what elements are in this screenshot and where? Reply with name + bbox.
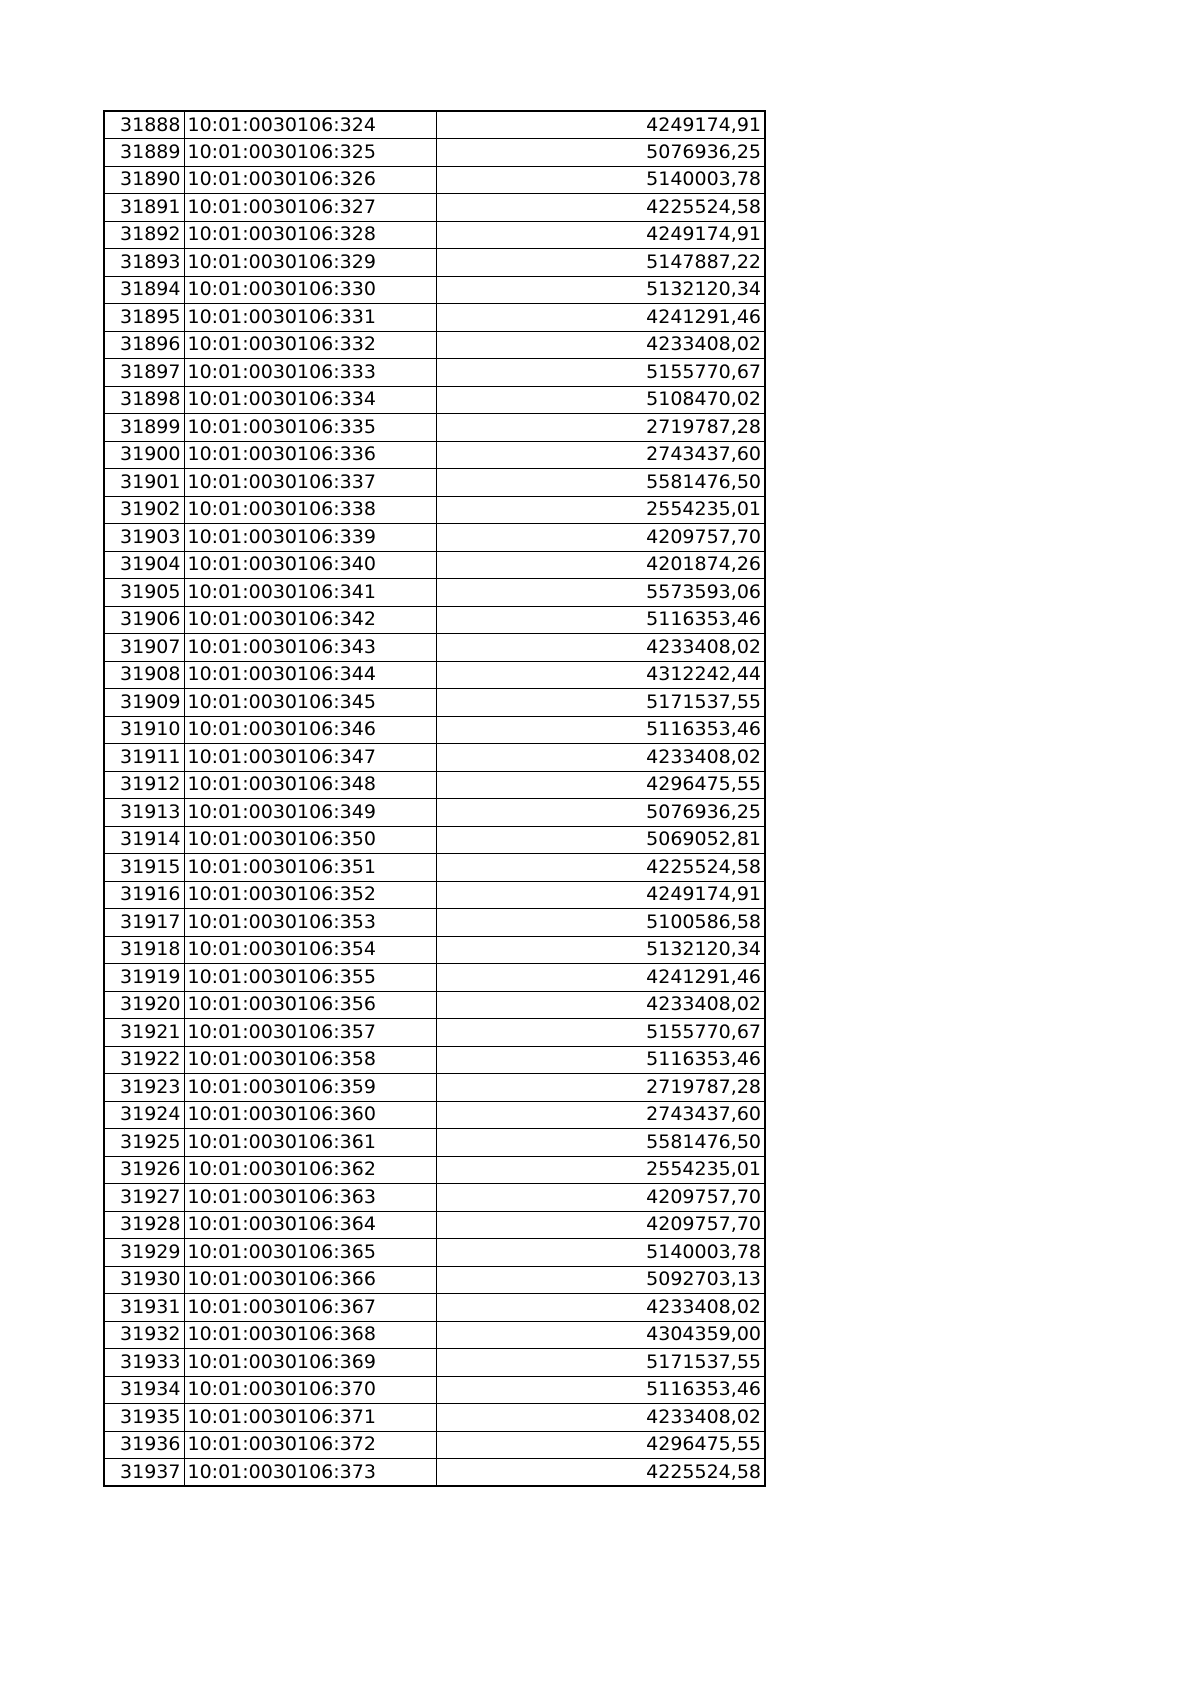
cadastral-number: 10:01:0030106:361 xyxy=(184,1129,436,1157)
cadastral-value: 5132120,34 xyxy=(436,936,765,964)
cadastral-value: 5069052,81 xyxy=(436,826,765,854)
row-number: 31924 xyxy=(104,1101,184,1129)
table-row xyxy=(104,854,765,882)
cadastral-number: 10:01:0030106:362 xyxy=(184,1156,436,1184)
cadastral-value: 2719787,28 xyxy=(436,414,765,442)
cadastral-value: 4233408,02 xyxy=(436,331,765,359)
row-number: 31926 xyxy=(104,1156,184,1184)
cadastral-number: 10:01:0030106:371 xyxy=(184,1404,436,1432)
table-row xyxy=(104,909,765,937)
row-number: 31901 xyxy=(104,469,184,497)
cadastral-value: 4225524,58 xyxy=(436,1459,765,1487)
table-row xyxy=(104,606,765,634)
cadastral-number: 10:01:0030106:335 xyxy=(184,414,436,442)
row-number: 31933 xyxy=(104,1349,184,1377)
row-number: 31900 xyxy=(104,441,184,469)
row-number: 31918 xyxy=(104,936,184,964)
table-row xyxy=(104,1294,765,1322)
table-row xyxy=(104,194,765,222)
table-row xyxy=(104,496,765,524)
cadastral-value: 5116353,46 xyxy=(436,1046,765,1074)
cadastral-value: 5076936,25 xyxy=(436,139,765,167)
row-number: 31888 xyxy=(104,111,184,139)
cadastral-number: 10:01:0030106:328 xyxy=(184,221,436,249)
row-number: 31891 xyxy=(104,194,184,222)
table-row xyxy=(104,1266,765,1294)
cadastral-number: 10:01:0030106:327 xyxy=(184,194,436,222)
table-row xyxy=(104,881,765,909)
table-row xyxy=(104,524,765,552)
row-number: 31919 xyxy=(104,964,184,992)
cadastral-number: 10:01:0030106:330 xyxy=(184,276,436,304)
cadastral-number: 10:01:0030106:372 xyxy=(184,1431,436,1459)
cadastral-number: 10:01:0030106:353 xyxy=(184,909,436,937)
table-row xyxy=(104,634,765,662)
cadastral-value: 2554235,01 xyxy=(436,1156,765,1184)
table-row xyxy=(104,1404,765,1432)
cadastral-number: 10:01:0030106:326 xyxy=(184,166,436,194)
table-row xyxy=(104,826,765,854)
table-row xyxy=(104,1101,765,1129)
table-body xyxy=(104,111,765,1486)
row-number: 31894 xyxy=(104,276,184,304)
row-number: 31937 xyxy=(104,1459,184,1487)
cadastral-number: 10:01:0030106:346 xyxy=(184,716,436,744)
row-number: 31914 xyxy=(104,826,184,854)
cadastral-number: 10:01:0030106:367 xyxy=(184,1294,436,1322)
cadastral-value: 4209757,70 xyxy=(436,524,765,552)
row-number: 31909 xyxy=(104,689,184,717)
cadastral-number: 10:01:0030106:324 xyxy=(184,111,436,139)
row-number: 31927 xyxy=(104,1184,184,1212)
cadastral-number: 10:01:0030106:354 xyxy=(184,936,436,964)
table-row xyxy=(104,1376,765,1404)
cadastral-value: 4304359,00 xyxy=(436,1321,765,1349)
row-number: 31904 xyxy=(104,551,184,579)
cadastral-value: 4241291,46 xyxy=(436,964,765,992)
table-row xyxy=(104,276,765,304)
cadastral-number: 10:01:0030106:352 xyxy=(184,881,436,909)
cadastral-number: 10:01:0030106:350 xyxy=(184,826,436,854)
row-number: 31915 xyxy=(104,854,184,882)
cadastral-number: 10:01:0030106:343 xyxy=(184,634,436,662)
row-number: 31890 xyxy=(104,166,184,194)
cadastral-value: 4209757,70 xyxy=(436,1211,765,1239)
cadastral-number: 10:01:0030106:334 xyxy=(184,386,436,414)
row-number: 31898 xyxy=(104,386,184,414)
cadastral-number: 10:01:0030106:342 xyxy=(184,606,436,634)
row-number: 31906 xyxy=(104,606,184,634)
table-row xyxy=(104,111,765,139)
cadastral-value: 5171537,55 xyxy=(436,689,765,717)
cadastral-number: 10:01:0030106:345 xyxy=(184,689,436,717)
table-row xyxy=(104,964,765,992)
table-row xyxy=(104,221,765,249)
cadastral-number: 10:01:0030106:359 xyxy=(184,1074,436,1102)
cadastral-value: 4249174,91 xyxy=(436,111,765,139)
row-number: 31916 xyxy=(104,881,184,909)
cadastral-number: 10:01:0030106:351 xyxy=(184,854,436,882)
table-row xyxy=(104,414,765,442)
cadastral-value: 4233408,02 xyxy=(436,991,765,1019)
row-number: 31912 xyxy=(104,771,184,799)
cadastral-value: 5140003,78 xyxy=(436,1239,765,1267)
cadastral-number: 10:01:0030106:338 xyxy=(184,496,436,524)
cadastral-value: 5573593,06 xyxy=(436,579,765,607)
row-number: 31911 xyxy=(104,744,184,772)
table-row xyxy=(104,249,765,277)
table-row xyxy=(104,1349,765,1377)
cadastral-value: 4233408,02 xyxy=(436,634,765,662)
cadastral-number: 10:01:0030106:358 xyxy=(184,1046,436,1074)
cadastral-value: 4233408,02 xyxy=(436,1404,765,1432)
table-row xyxy=(104,1046,765,1074)
row-number: 31925 xyxy=(104,1129,184,1157)
table-row xyxy=(104,1239,765,1267)
cadastral-number: 10:01:0030106:347 xyxy=(184,744,436,772)
row-number: 31931 xyxy=(104,1294,184,1322)
cadastral-number: 10:01:0030106:355 xyxy=(184,964,436,992)
row-number: 31905 xyxy=(104,579,184,607)
cadastral-number: 10:01:0030106:369 xyxy=(184,1349,436,1377)
row-number: 31935 xyxy=(104,1404,184,1432)
cadastral-value: 5116353,46 xyxy=(436,716,765,744)
table-row xyxy=(104,579,765,607)
row-number: 31936 xyxy=(104,1431,184,1459)
cadastral-value: 5155770,67 xyxy=(436,359,765,387)
cadastral-value: 4233408,02 xyxy=(436,1294,765,1322)
cadastral-number: 10:01:0030106:348 xyxy=(184,771,436,799)
row-number: 31913 xyxy=(104,799,184,827)
cadastral-value: 5155770,67 xyxy=(436,1019,765,1047)
row-number: 31920 xyxy=(104,991,184,1019)
row-number: 31922 xyxy=(104,1046,184,1074)
cadastral-value: 5140003,78 xyxy=(436,166,765,194)
cadastral-number: 10:01:0030106:339 xyxy=(184,524,436,552)
cadastral-value: 2719787,28 xyxy=(436,1074,765,1102)
table-row xyxy=(104,139,765,167)
row-number: 31934 xyxy=(104,1376,184,1404)
cadastral-value: 4241291,46 xyxy=(436,304,765,332)
table-row xyxy=(104,716,765,744)
cadastral-value: 4249174,91 xyxy=(436,221,765,249)
cadastral-value: 5171537,55 xyxy=(436,1349,765,1377)
cadastral-value: 5092703,13 xyxy=(436,1266,765,1294)
table-row xyxy=(104,799,765,827)
cadastral-value: 4312242,44 xyxy=(436,661,765,689)
cadastral-value: 4296475,55 xyxy=(436,1431,765,1459)
cadastral-number: 10:01:0030106:368 xyxy=(184,1321,436,1349)
cadastral-value: 2554235,01 xyxy=(436,496,765,524)
cadastral-value: 4296475,55 xyxy=(436,771,765,799)
row-number: 31932 xyxy=(104,1321,184,1349)
row-number: 31893 xyxy=(104,249,184,277)
cadastral-number: 10:01:0030106:329 xyxy=(184,249,436,277)
row-number: 31902 xyxy=(104,496,184,524)
table-row xyxy=(104,304,765,332)
cadastral-value: 4225524,58 xyxy=(436,854,765,882)
cadastral-value: 4233408,02 xyxy=(436,744,765,772)
table-row xyxy=(104,1321,765,1349)
cadastral-number: 10:01:0030106:360 xyxy=(184,1101,436,1129)
row-number: 31897 xyxy=(104,359,184,387)
cadastral-number: 10:01:0030106:349 xyxy=(184,799,436,827)
cadastral-number: 10:01:0030106:364 xyxy=(184,1211,436,1239)
row-number: 31910 xyxy=(104,716,184,744)
row-number: 31908 xyxy=(104,661,184,689)
cadastral-value: 5581476,50 xyxy=(436,1129,765,1157)
table-row xyxy=(104,661,765,689)
table-row xyxy=(104,1074,765,1102)
cadastral-number: 10:01:0030106:336 xyxy=(184,441,436,469)
table-row xyxy=(104,1129,765,1157)
table-row xyxy=(104,386,765,414)
cadastral-value: 4249174,91 xyxy=(436,881,765,909)
cadastral-value: 4209757,70 xyxy=(436,1184,765,1212)
table-row xyxy=(104,1156,765,1184)
table-row xyxy=(104,469,765,497)
cadastral-number: 10:01:0030106:331 xyxy=(184,304,436,332)
cadastral-value: 4225524,58 xyxy=(436,194,765,222)
table-row xyxy=(104,359,765,387)
table-row xyxy=(104,1431,765,1459)
table-row xyxy=(104,1019,765,1047)
cadastral-number: 10:01:0030106:357 xyxy=(184,1019,436,1047)
table-row xyxy=(104,991,765,1019)
cadastral-value: 2743437,60 xyxy=(436,1101,765,1129)
row-number: 31907 xyxy=(104,634,184,662)
row-number: 31917 xyxy=(104,909,184,937)
cadastral-number: 10:01:0030106:333 xyxy=(184,359,436,387)
table-row xyxy=(104,689,765,717)
row-number: 31930 xyxy=(104,1266,184,1294)
cadastral-value: 2743437,60 xyxy=(436,441,765,469)
cadastral-number: 10:01:0030106:356 xyxy=(184,991,436,1019)
table-row xyxy=(104,771,765,799)
row-number: 31928 xyxy=(104,1211,184,1239)
row-number: 31929 xyxy=(104,1239,184,1267)
cadastral-value: 5108470,02 xyxy=(436,386,765,414)
cadastral-number: 10:01:0030106:366 xyxy=(184,1266,436,1294)
table-row xyxy=(104,551,765,579)
table-row xyxy=(104,331,765,359)
cadastral-number: 10:01:0030106:337 xyxy=(184,469,436,497)
row-number: 31903 xyxy=(104,524,184,552)
table-row xyxy=(104,1459,765,1487)
cadastral-number: 10:01:0030106:363 xyxy=(184,1184,436,1212)
table-row xyxy=(104,936,765,964)
table-row xyxy=(104,166,765,194)
table-row xyxy=(104,1184,765,1212)
cadastral-number: 10:01:0030106:340 xyxy=(184,551,436,579)
cadastral-number: 10:01:0030106:373 xyxy=(184,1459,436,1487)
cadastral-number: 10:01:0030106:341 xyxy=(184,579,436,607)
cadastral-value: 5076936,25 xyxy=(436,799,765,827)
cadastral-value: 4201874,26 xyxy=(436,551,765,579)
row-number: 31923 xyxy=(104,1074,184,1102)
cadastral-value: 5116353,46 xyxy=(436,1376,765,1404)
row-number: 31921 xyxy=(104,1019,184,1047)
table-row xyxy=(104,441,765,469)
cadastral-number: 10:01:0030106:344 xyxy=(184,661,436,689)
table-row xyxy=(104,744,765,772)
cadastral-number: 10:01:0030106:370 xyxy=(184,1376,436,1404)
data-table xyxy=(103,110,766,1487)
cadastral-value: 5132120,34 xyxy=(436,276,765,304)
cadastral-number: 10:01:0030106:332 xyxy=(184,331,436,359)
cadastral-value: 5116353,46 xyxy=(436,606,765,634)
cadastral-value: 5581476,50 xyxy=(436,469,765,497)
row-number: 31889 xyxy=(104,139,184,167)
cadastral-number: 10:01:0030106:365 xyxy=(184,1239,436,1267)
cadastral-value: 5147887,22 xyxy=(436,249,765,277)
row-number: 31896 xyxy=(104,331,184,359)
cadastral-value: 5100586,58 xyxy=(436,909,765,937)
row-number: 31895 xyxy=(104,304,184,332)
row-number: 31892 xyxy=(104,221,184,249)
cadastral-number: 10:01:0030106:325 xyxy=(184,139,436,167)
table-row xyxy=(104,1211,765,1239)
row-number: 31899 xyxy=(104,414,184,442)
